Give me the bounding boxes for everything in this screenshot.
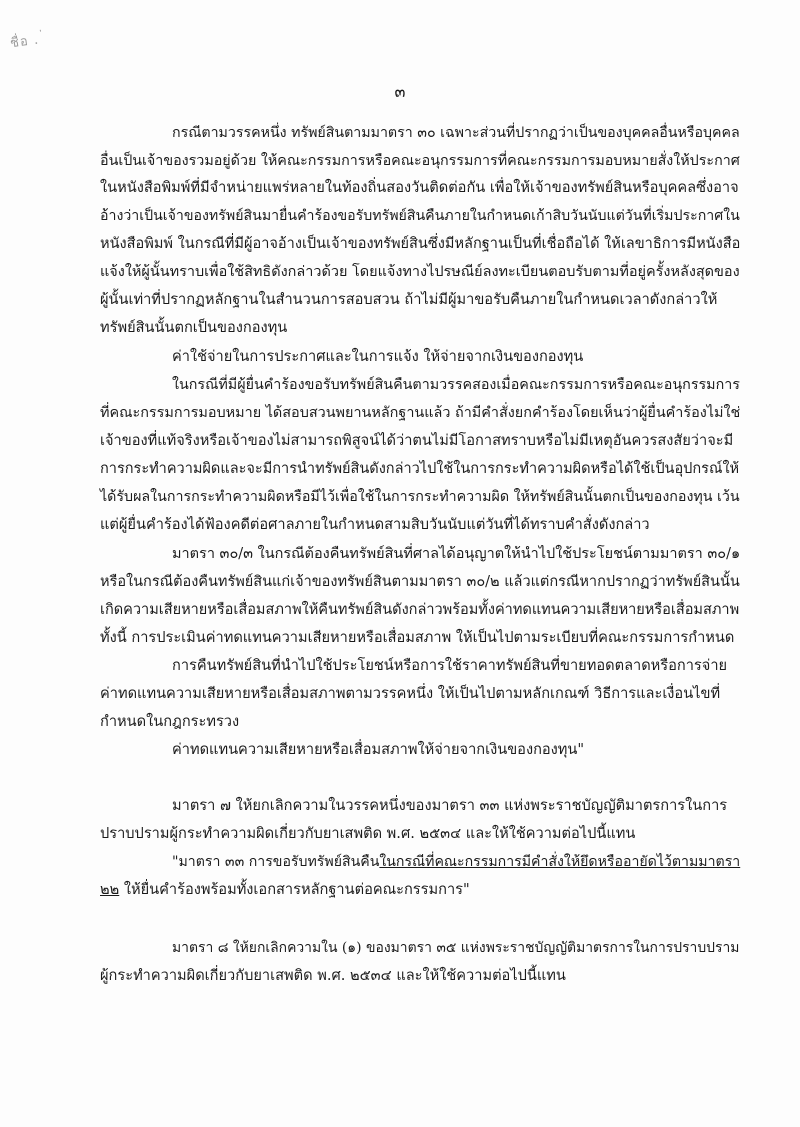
paragraph-line: เกิดความเสียหายหรือเสื่อมสภาพให้คืนทรัพย์สินดังกล่าวพร้อมทั้งค่าทดแทนความเสียหายหรือเสื่อมสภาพ — [100, 602, 740, 618]
paragraph-line: ได้รับผลในการกระทำความผิดหรือมีไว้เพื่อใช้ในการกระทำความผิด ให้ทรัพย์สินนั้นตกเป็นของกองทุน เว้น — [100, 489, 740, 505]
paragraph-line: การกระทำความผิดและจะมีการนำทรัพย์สินดังกล่าวไปใช้ในการกระทำความผิดหรือได้ใช้เป็นอุปกรณ์ให้ — [100, 461, 740, 477]
paragraph-line: อื่นเป็นเจ้าของรวมอยู่ด้วย ให้คณะกรรมการหรือคณะอนุกรรมการที่คณะกรรมการมอบหมายสั่งให้ประกาศ — [100, 153, 740, 169]
paragraph-line: เจ้าของที่แท้จริงหรือเจ้าของไม่สามารถพิสูจน์ได้ว่าตนไม่มีโอกาสทราบหรือไม่มีเหตุอันควรสงสัยว่าจะมี — [100, 432, 734, 449]
paragraph-line: ปราบปรามผู้กระทำความผิดเกี่ยวกับยาเสพติด พ.ศ. ๒๕๓๔ และให้ใช้ความต่อไปนี้แทน — [100, 825, 636, 842]
paragraph-line: ในกรณีที่มีผู้ยื่นคำร้องขอรับทรัพย์สินคืนตามวรรคสองเมื่อคณะกรรมการหรือคณะอนุกรรมการ — [172, 377, 740, 393]
paragraph-line: ค่าใช้จ่ายในการประกาศและในการแจ้ง ให้จ่ายจากเงินของกองทุน — [172, 348, 584, 365]
paragraph-line: กำหนดในกฎกระทรวง — [100, 713, 240, 730]
paragraph-line: ผู้นั้นเท่าที่ปรากฏหลักฐานในสำนวนการสอบสวน ถ้าไม่มีผู้มาขอรับคืนภายในกำหนดเวลาดังกล่าวให้ — [100, 291, 718, 308]
paragraph-line: อ้างว่าเป็นเจ้าของทรัพย์สินมายื่นคำร้องขอรับทรัพย์สินคืนภายในกำหนดเก้าสิบวันนับแต่วันที่เริ่มประกาศใน — [100, 208, 740, 224]
underlined-text: ในกรณีที่คณะกรรมการมีคำสั่งให้ยึดหรืออายัดไว้ตามมาตรา — [379, 854, 741, 870]
paragraph-line: การคืนทรัพย์สินที่นำไปใช้ประโยชน์หรือการใช้ราคาทรัพย์สินที่ขายทอดตลาดหรือการจ่าย — [172, 657, 728, 674]
paragraph-line: แจ้งให้ผู้นั้นทราบเพื่อใช้สิทธิดังกล่าวด้วย โดยแจ้งทางไปรษณีย์ลงทะเบียนตอบรับตามที่อยู่ครั้งหลังสุดของ — [100, 264, 740, 280]
paragraph-line: หนังสือพิมพ์ ในกรณีที่มีผู้อาจอ้างเป็นเจ้าของทรัพย์สินซึ่งมีหลักฐานเป็นที่เชื่อถือได้ ให้เลขาธิการมีหนังสือ — [100, 235, 741, 252]
paragraph-line: ที่คณะกรรมการมอบหมาย ได้สอบสวนพยานหลักฐานแล้ว ถ้ามีคำสั่งยกคำร้องโดยเห็นว่าผู้ยื่นคำร้องไม่ใช่ — [100, 405, 741, 421]
underlined-text: ๒๒ — [100, 881, 120, 898]
section-30-3-line: มาตรา ๓๐/๓ ในกรณีต้องคืนทรัพย์สินที่ศาลได้อนุญาตให้นำไปใช้ประโยชน์ตามมาตรา ๓๐/๑ — [172, 546, 741, 562]
paragraph-line: แต่ผู้ยื่นคำร้องได้ฟ้องคดีต่อศาลภายในกำหนดสามสิบวันนับแต่วันที่ได้ทราบคำสั่งดังกล่าว — [100, 516, 650, 533]
paragraph-line: หรือในกรณีต้องคืนทรัพย์สินแก่เจ้าของทรัพย์สินตามมาตรา ๓๐/๒ แล้วแต่กรณีหากปรากฏว่าทรัพย์สินนั้น — [100, 574, 740, 590]
margin-handwritten-mark: ชื่อ . ่ — [9, 31, 46, 52]
quote-text: ให้ยื่นคำร้องพร้อมทั้งเอกสารหลักฐานต่อคณะกรรมการ" — [119, 881, 470, 898]
paragraph-line: ค่าทดแทนความเสียหายหรือเสื่อมสภาพตามวรรคหนึ่ง ให้เป็นไปตามหลักเกณฑ์ วิธีการและเงื่อนไขที่ — [100, 685, 721, 702]
paragraph-line: ทั้งนี้ การประเมินค่าทดแทนความเสียหายหรือเสื่อมสภาพ ให้เป็นไปตามระเบียบที่คณะกรรมการกำหนด — [100, 629, 735, 646]
section-33-quote-line — [100, 880, 470, 900]
quote-text: "มาตรา ๓๓ การขอรับทรัพย์สินคืน — [172, 854, 380, 870]
paragraph-line: ค่าทดแทนความเสียหายหรือเสื่อมสภาพให้จ่ายจากเงินของกองทุน" — [172, 741, 585, 758]
section-8-line: มาตรา ๘ ให้ยกเลิกความใน (๑) ของมาตรา ๓๕ แห่งพระราชบัญญัติมาตรการในการปราบปราม — [172, 940, 740, 956]
paragraph-line: ผู้กระทำความผิดเกี่ยวกับยาเสพติด พ.ศ. ๒๕๓๔ และให้ใช้ความต่อไปนี้แทน — [100, 967, 566, 984]
paragraph-line: ในหนังสือพิมพ์ที่มีจำหน่ายแพร่หลายในท้องถิ่นสองวันติดต่อกัน เพื่อให้เจ้าของทรัพย์สินหรือบุคคลซึ่งอาจ — [100, 179, 739, 196]
section-7-line: มาตรา ๗ ให้ยกเลิกความในวรรคหนึ่งของมาตรา ๓๓ แห่งพระราชบัญญัติมาตรการในการ — [172, 797, 728, 814]
page-number: ๓ — [394, 82, 406, 101]
section-33-quote-line — [172, 852, 740, 872]
paragraph-line: ทรัพย์สินนั้นตกเป็นของกองทุน — [100, 319, 288, 336]
paragraph-line: กรณีตามวรรคหนึ่ง ทรัพย์สินตามมาตรา ๓๐ เฉพาะส่วนที่ปรากฏว่าเป็นของบุคคลอื่นหรือบุคคล — [172, 125, 740, 141]
